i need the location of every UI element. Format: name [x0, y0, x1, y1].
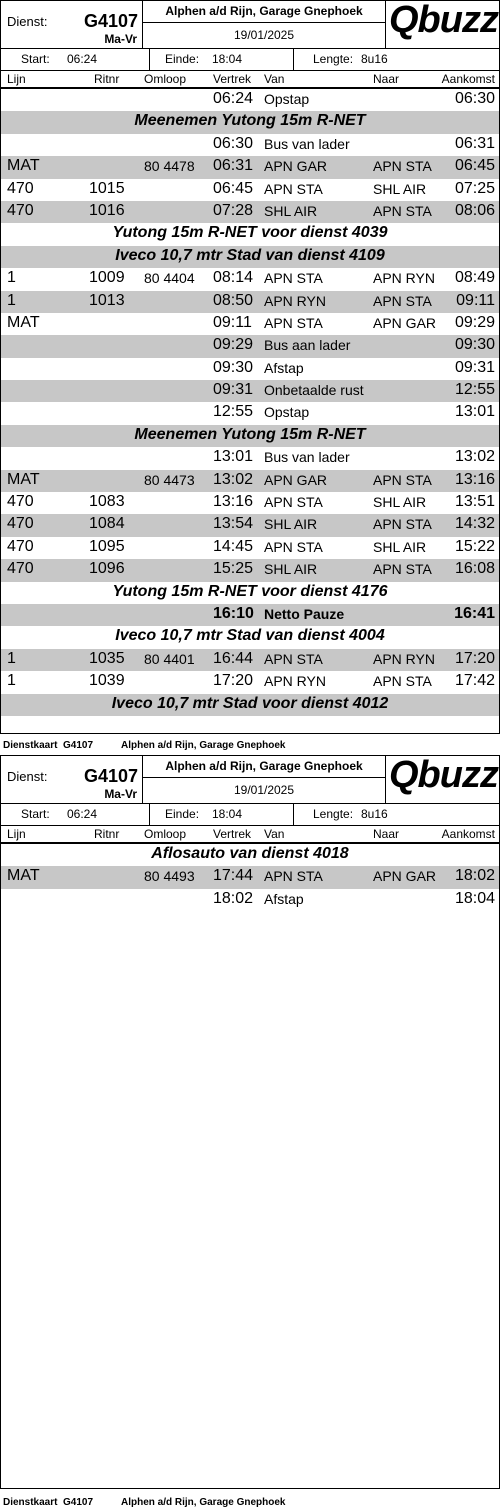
- cell-vertrek: 16:44: [213, 649, 254, 667]
- cell-lijn: 470: [7, 201, 34, 219]
- dienst-label: Dienst:: [7, 14, 48, 29]
- cell-vertrek: 06:45: [213, 179, 254, 197]
- cell-aankomst: 14:32: [454, 515, 495, 533]
- logo-box: [385, 1, 499, 49]
- table-row: [1, 134, 499, 156]
- table-row: [1, 492, 499, 514]
- cell-van: APN GAR: [264, 471, 328, 488]
- section-heading: [1, 111, 499, 133]
- cell-ritnr: 1096: [89, 560, 125, 578]
- cell-vertrek: 06:24: [213, 90, 254, 107]
- dienst-days: Ma-Vr: [104, 32, 137, 46]
- cell-naar: APN STA: [373, 202, 432, 219]
- start-label: Start:: [21, 807, 50, 821]
- col-naar: Naar: [373, 827, 400, 841]
- dienstkaart-page-2: [0, 755, 500, 1489]
- section-heading: [1, 246, 499, 268]
- footer-label: Dienstkaart: [3, 1497, 58, 1508]
- col-lijn: Lijn: [7, 72, 26, 86]
- lengte-value: 8u16: [361, 807, 388, 821]
- cell-aankomst: 09:11: [456, 291, 495, 309]
- cell-ritnr: 1013: [89, 291, 125, 309]
- cell-ritnr: 1095: [89, 537, 125, 555]
- cell-lijn: 1: [7, 291, 16, 309]
- schedule-table: [1, 89, 499, 716]
- lengte-label: Lengte:: [313, 807, 354, 821]
- cell-naar: APN GAR: [373, 868, 437, 885]
- cell-ritnr: 1016: [89, 201, 125, 219]
- footer-location: Alphen a/d Rijn, Garage Gnephoek: [121, 740, 286, 751]
- table-row: [1, 889, 499, 911]
- cell-lijn: 1: [7, 269, 16, 287]
- table-row: [1, 358, 499, 380]
- cell-ritnr: 1009: [89, 269, 125, 287]
- divider: [293, 49, 294, 70]
- heading-text: Iveco 10,7 mtr Stad van dienst 4004: [115, 627, 385, 645]
- cell-ritnr: 1084: [89, 515, 125, 533]
- heading-text: Meenemen Yutong 15m R-NET: [134, 425, 366, 443]
- page-footer: [3, 1497, 286, 1508]
- service-date: 19/01/2025: [233, 783, 295, 797]
- cell-aankomst: 08:06: [454, 201, 495, 219]
- footer-code: G4107: [63, 740, 94, 751]
- cell-naar: SHL AIR: [373, 180, 427, 197]
- service-date: 19/01/2025: [233, 28, 295, 42]
- cell-aankomst: 17:20: [454, 649, 495, 667]
- cell-vertrek: 09:31: [213, 381, 254, 399]
- section-heading: [1, 223, 499, 245]
- heading-text: Yutong 15m R-NET voor dienst 4039: [112, 224, 388, 242]
- cell-lijn: 1: [7, 672, 16, 690]
- col-naar: Naar: [373, 72, 400, 86]
- garage-box: [143, 756, 385, 804]
- col-van: Van: [264, 72, 285, 86]
- cell-van: APN STA: [264, 868, 323, 885]
- cell-vertrek: 16:10: [213, 604, 254, 622]
- logo-box: [385, 756, 499, 804]
- cell-van: SHL AIR: [264, 202, 318, 219]
- table-row: [1, 447, 499, 469]
- cell-aankomst: 06:31: [454, 134, 495, 152]
- cell-lijn: MAT: [7, 470, 40, 488]
- section-heading: [1, 582, 499, 604]
- cell-aankomst: 17:42: [454, 672, 495, 690]
- cell-aankomst: 08:49: [454, 269, 495, 287]
- cell-lijn: 470: [7, 179, 34, 197]
- cell-van: APN RYN: [264, 292, 326, 309]
- cell-vertrek: 17:44: [213, 867, 254, 885]
- qbuzz-logo: Qbuzz: [389, 754, 498, 796]
- cell-vertrek: 13:02: [213, 470, 254, 488]
- cell-vertrek: 09:30: [213, 358, 254, 376]
- dienstkaart-page-1: [0, 0, 500, 734]
- cell-ritnr: 1015: [89, 179, 125, 197]
- dienst-days: Ma-Vr: [104, 787, 137, 801]
- col-vertrek: Vertrek: [213, 827, 252, 841]
- col-ritnr: Ritnr: [94, 827, 120, 841]
- cell-van: Opstap: [264, 404, 310, 421]
- cell-vertrek: 06:31: [213, 157, 254, 175]
- cell-lijn: 470: [7, 515, 34, 533]
- table-row: [1, 470, 499, 492]
- cell-aankomst: 07:25: [454, 179, 495, 197]
- heading-text: Iveco 10,7 mtr Stad van dienst 4109: [115, 246, 385, 264]
- start-label: Start:: [21, 52, 50, 66]
- cell-lijn: MAT: [7, 157, 40, 175]
- table-row: [1, 866, 499, 888]
- dienst-label: Dienst:: [7, 769, 48, 784]
- card-header: [1, 756, 499, 804]
- cell-vertrek: 13:54: [213, 515, 254, 533]
- garage-box: [143, 1, 385, 49]
- section-heading: [1, 425, 499, 447]
- table-row: [1, 268, 499, 290]
- cell-vertrek: 14:45: [213, 537, 254, 555]
- table-row: [1, 335, 499, 357]
- cell-aankomst: 13:16: [454, 470, 495, 488]
- footer-label: Dienstkaart: [3, 740, 58, 751]
- cell-naar: APN STA: [373, 673, 432, 690]
- cell-van: APN STA: [264, 180, 323, 197]
- einde-time: 18:04: [212, 52, 243, 66]
- column-header: [1, 826, 499, 844]
- cell-van: APN RYN: [264, 673, 326, 690]
- table-row: [1, 156, 499, 178]
- cell-vertrek: 15:25: [213, 560, 254, 578]
- cell-vertrek: 09:11: [213, 313, 252, 331]
- dienst-code: G4107: [83, 766, 138, 786]
- cell-lijn: MAT: [7, 313, 40, 331]
- einde-label: Einde:: [165, 52, 200, 66]
- cell-vertrek: 07:28: [213, 201, 254, 219]
- cell-aankomst: 09:31: [454, 358, 495, 376]
- col-aankomst: Aankomst: [441, 827, 495, 841]
- dienst-code: G4107: [83, 11, 138, 31]
- cell-vertrek: 18:02: [213, 889, 254, 907]
- col-omloop: Omloop: [144, 827, 187, 841]
- table-row: [1, 402, 499, 424]
- heading-text: Iveco 10,7 mtr Stad voor dienst 4012: [111, 694, 389, 712]
- table-row: [1, 89, 499, 111]
- cell-van: APN STA: [264, 650, 323, 667]
- divider: [149, 804, 150, 825]
- heading-text: Yutong 15m R-NET voor dienst 4176: [112, 582, 388, 600]
- cell-ritnr: 1083: [89, 493, 125, 511]
- cell-naar: APN STA: [373, 471, 432, 488]
- table-row: [1, 514, 499, 536]
- cell-aankomst: 09:29: [454, 313, 495, 331]
- table-row: [1, 313, 499, 335]
- col-aankomst: Aankomst: [441, 72, 495, 86]
- cell-vertrek: 17:20: [213, 672, 254, 690]
- einde-label: Einde:: [165, 807, 200, 821]
- pause-row: [1, 604, 499, 626]
- cell-ritnr: 1039: [89, 672, 125, 690]
- cell-omloop: 80 4478: [144, 158, 195, 175]
- col-ritnr: Ritnr: [94, 72, 120, 86]
- cell-omloop: 80 4404: [144, 270, 195, 287]
- divider: [149, 49, 150, 70]
- cell-lijn: 470: [7, 560, 34, 578]
- cell-lijn: 1: [7, 649, 16, 667]
- cell-aankomst: 09:30: [454, 336, 495, 354]
- dienst-box: [1, 756, 143, 804]
- qbuzz-logo: Qbuzz: [389, 0, 498, 41]
- cell-ritnr: 1035: [89, 649, 125, 667]
- schedule-table: [1, 844, 499, 911]
- col-lijn: Lijn: [7, 827, 26, 841]
- divider: [293, 804, 294, 825]
- cell-aankomst: 12:55: [454, 381, 495, 399]
- cell-van: Bus aan lader: [264, 337, 351, 354]
- cell-aankomst: 18:02: [454, 867, 495, 885]
- start-time: 06:24: [67, 807, 98, 821]
- footer-code: G4107: [63, 1497, 94, 1508]
- cell-van: SHL AIR: [264, 561, 318, 578]
- cell-vertrek: 13:16: [213, 493, 254, 511]
- cell-lijn: 470: [7, 493, 34, 511]
- einde-time: 18:04: [212, 807, 243, 821]
- cell-vertrek: 13:01: [213, 448, 254, 466]
- cell-aankomst: 16:41: [454, 604, 495, 622]
- cell-omloop: 80 4493: [144, 868, 195, 885]
- table-row: [1, 291, 499, 313]
- cell-naar: APN STA: [373, 158, 432, 175]
- cell-naar: APN GAR: [373, 314, 437, 331]
- table-row: [1, 201, 499, 223]
- col-van: Van: [264, 827, 285, 841]
- cell-naar: APN RYN: [373, 650, 435, 667]
- lengte-label: Lengte:: [313, 52, 354, 66]
- cell-van: APN STA: [264, 314, 323, 331]
- lengte-value: 8u16: [361, 52, 388, 66]
- table-row: [1, 559, 499, 581]
- page-footer: [3, 740, 286, 751]
- footer-location: Alphen a/d Rijn, Garage Gnephoek: [121, 1497, 286, 1508]
- section-heading: [1, 626, 499, 648]
- cell-van: APN STA: [264, 538, 323, 555]
- cell-van: SHL AIR: [264, 516, 318, 533]
- cell-van: APN STA: [264, 270, 323, 287]
- cell-naar: SHL AIR: [373, 494, 427, 511]
- cell-naar: APN STA: [373, 516, 432, 533]
- cell-van: APN STA: [264, 494, 323, 511]
- garage-name: Alphen a/d Rijn, Garage Gnephoek: [143, 1, 385, 23]
- cell-aankomst: 13:51: [454, 493, 495, 511]
- cell-naar: APN STA: [373, 561, 432, 578]
- garage-name: Alphen a/d Rijn, Garage Gnephoek: [143, 756, 385, 778]
- cell-vertrek: 12:55: [213, 403, 254, 421]
- cell-vertrek: 08:50: [213, 291, 254, 309]
- cell-omloop: 80 4473: [144, 471, 195, 488]
- cell-lijn: 470: [7, 537, 34, 555]
- table-row: [1, 671, 499, 693]
- cell-aankomst: 18:04: [454, 889, 495, 907]
- cell-aankomst: 06:30: [454, 90, 495, 107]
- cell-van: Onbetaalde rust: [264, 382, 364, 399]
- cell-aankomst: 15:22: [454, 537, 495, 555]
- cell-van: Afstap: [264, 359, 304, 376]
- section-heading: [1, 844, 499, 866]
- col-vertrek: Vertrek: [213, 72, 252, 86]
- dienst-box: [1, 1, 143, 49]
- table-row: [1, 649, 499, 671]
- cell-van: Afstap: [264, 890, 304, 907]
- cell-naar: APN RYN: [373, 270, 435, 287]
- cell-van: Bus van lader: [264, 135, 350, 152]
- cell-naar: APN STA: [373, 292, 432, 309]
- cell-vertrek: 06:30: [213, 134, 254, 152]
- cell-aankomst: 13:02: [454, 448, 495, 466]
- cell-van: Netto Pauze: [264, 605, 345, 622]
- heading-text: Meenemen Yutong 15m R-NET: [134, 112, 366, 130]
- cell-lijn: MAT: [7, 867, 40, 885]
- cell-aankomst: 16:08: [454, 560, 495, 578]
- times-bar: [1, 804, 499, 826]
- cell-vertrek: 08:14: [213, 269, 254, 287]
- start-time: 06:24: [67, 52, 98, 66]
- cell-van: APN GAR: [264, 158, 328, 175]
- col-omloop: Omloop: [144, 72, 187, 86]
- cell-aankomst: 06:45: [454, 157, 495, 175]
- heading-text: Aflosauto van dienst 4018: [151, 845, 349, 862]
- table-row: [1, 537, 499, 559]
- cell-aankomst: 13:01: [454, 403, 495, 421]
- cell-naar: SHL AIR: [373, 538, 427, 555]
- table-row: [1, 179, 499, 201]
- cell-van: Bus van lader: [264, 449, 350, 466]
- cell-vertrek: 09:29: [213, 336, 254, 354]
- cell-omloop: 80 4401: [144, 650, 195, 667]
- times-bar: [1, 49, 499, 71]
- card-header: [1, 1, 499, 49]
- cell-van: Opstap: [264, 91, 310, 107]
- column-header: [1, 71, 499, 89]
- table-row: [1, 380, 499, 402]
- section-heading: [1, 694, 499, 716]
